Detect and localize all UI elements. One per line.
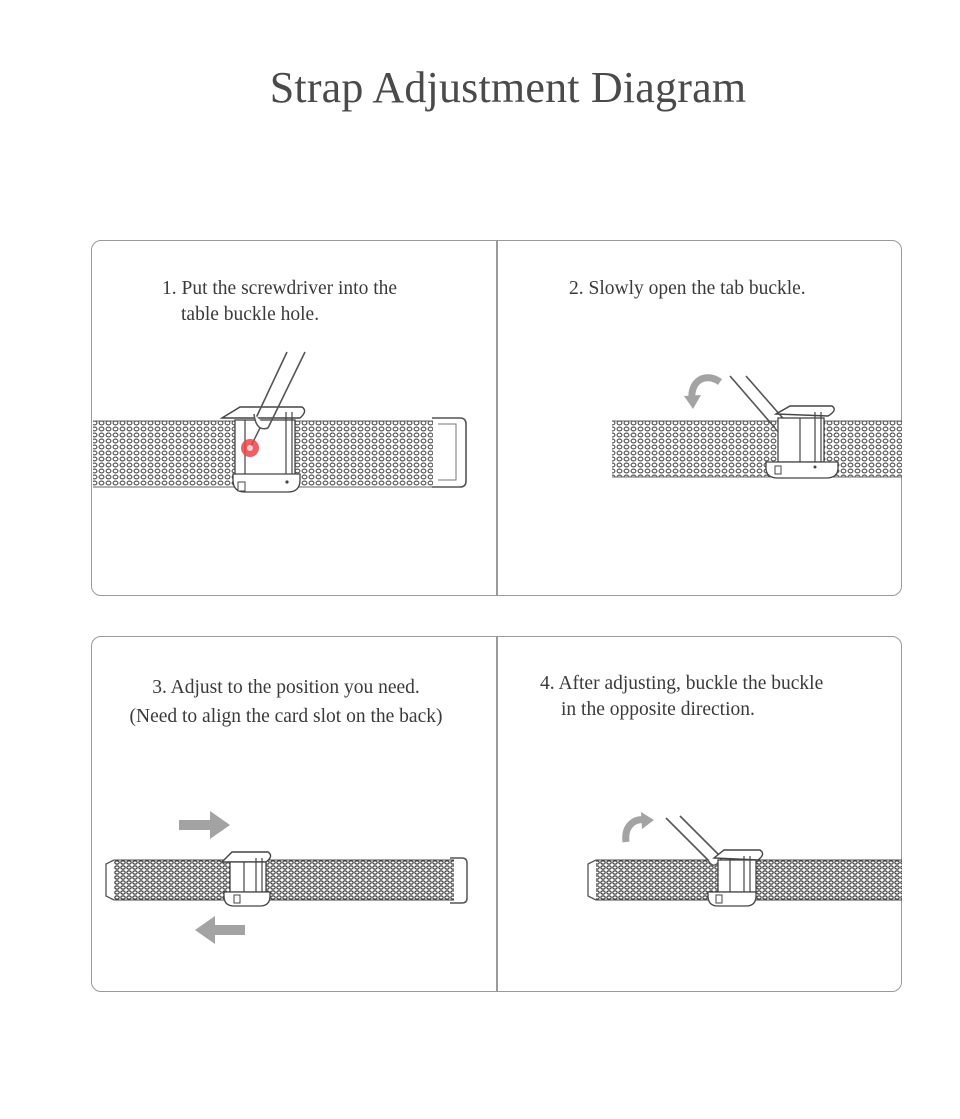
page-title: Strap Adjustment Diagram [269, 63, 747, 112]
mesh-strap [612, 421, 902, 477]
step-1-caption: 1. Put the screwdriver into the table buckle hole. [162, 278, 398, 325]
end-clasp [432, 418, 466, 487]
step-4-caption: 4. After adjusting, buckle the buckle in the opposite direction. [540, 673, 824, 720]
step-4-illustration [588, 812, 902, 906]
arrow-right-icon [179, 811, 230, 839]
step-1-illustration [93, 352, 466, 492]
step-3-illustration [106, 811, 467, 944]
tab-buckle [222, 407, 305, 492]
mesh-strap [114, 860, 454, 900]
step-2-illustration [612, 376, 902, 478]
arrow-left-icon [195, 916, 245, 944]
step-2-caption: 2. Slowly open the tab buckle. [569, 278, 806, 299]
step-3-caption: 3. Adjust to the position you need. (Need to align the card slot on the back) [129, 677, 443, 727]
